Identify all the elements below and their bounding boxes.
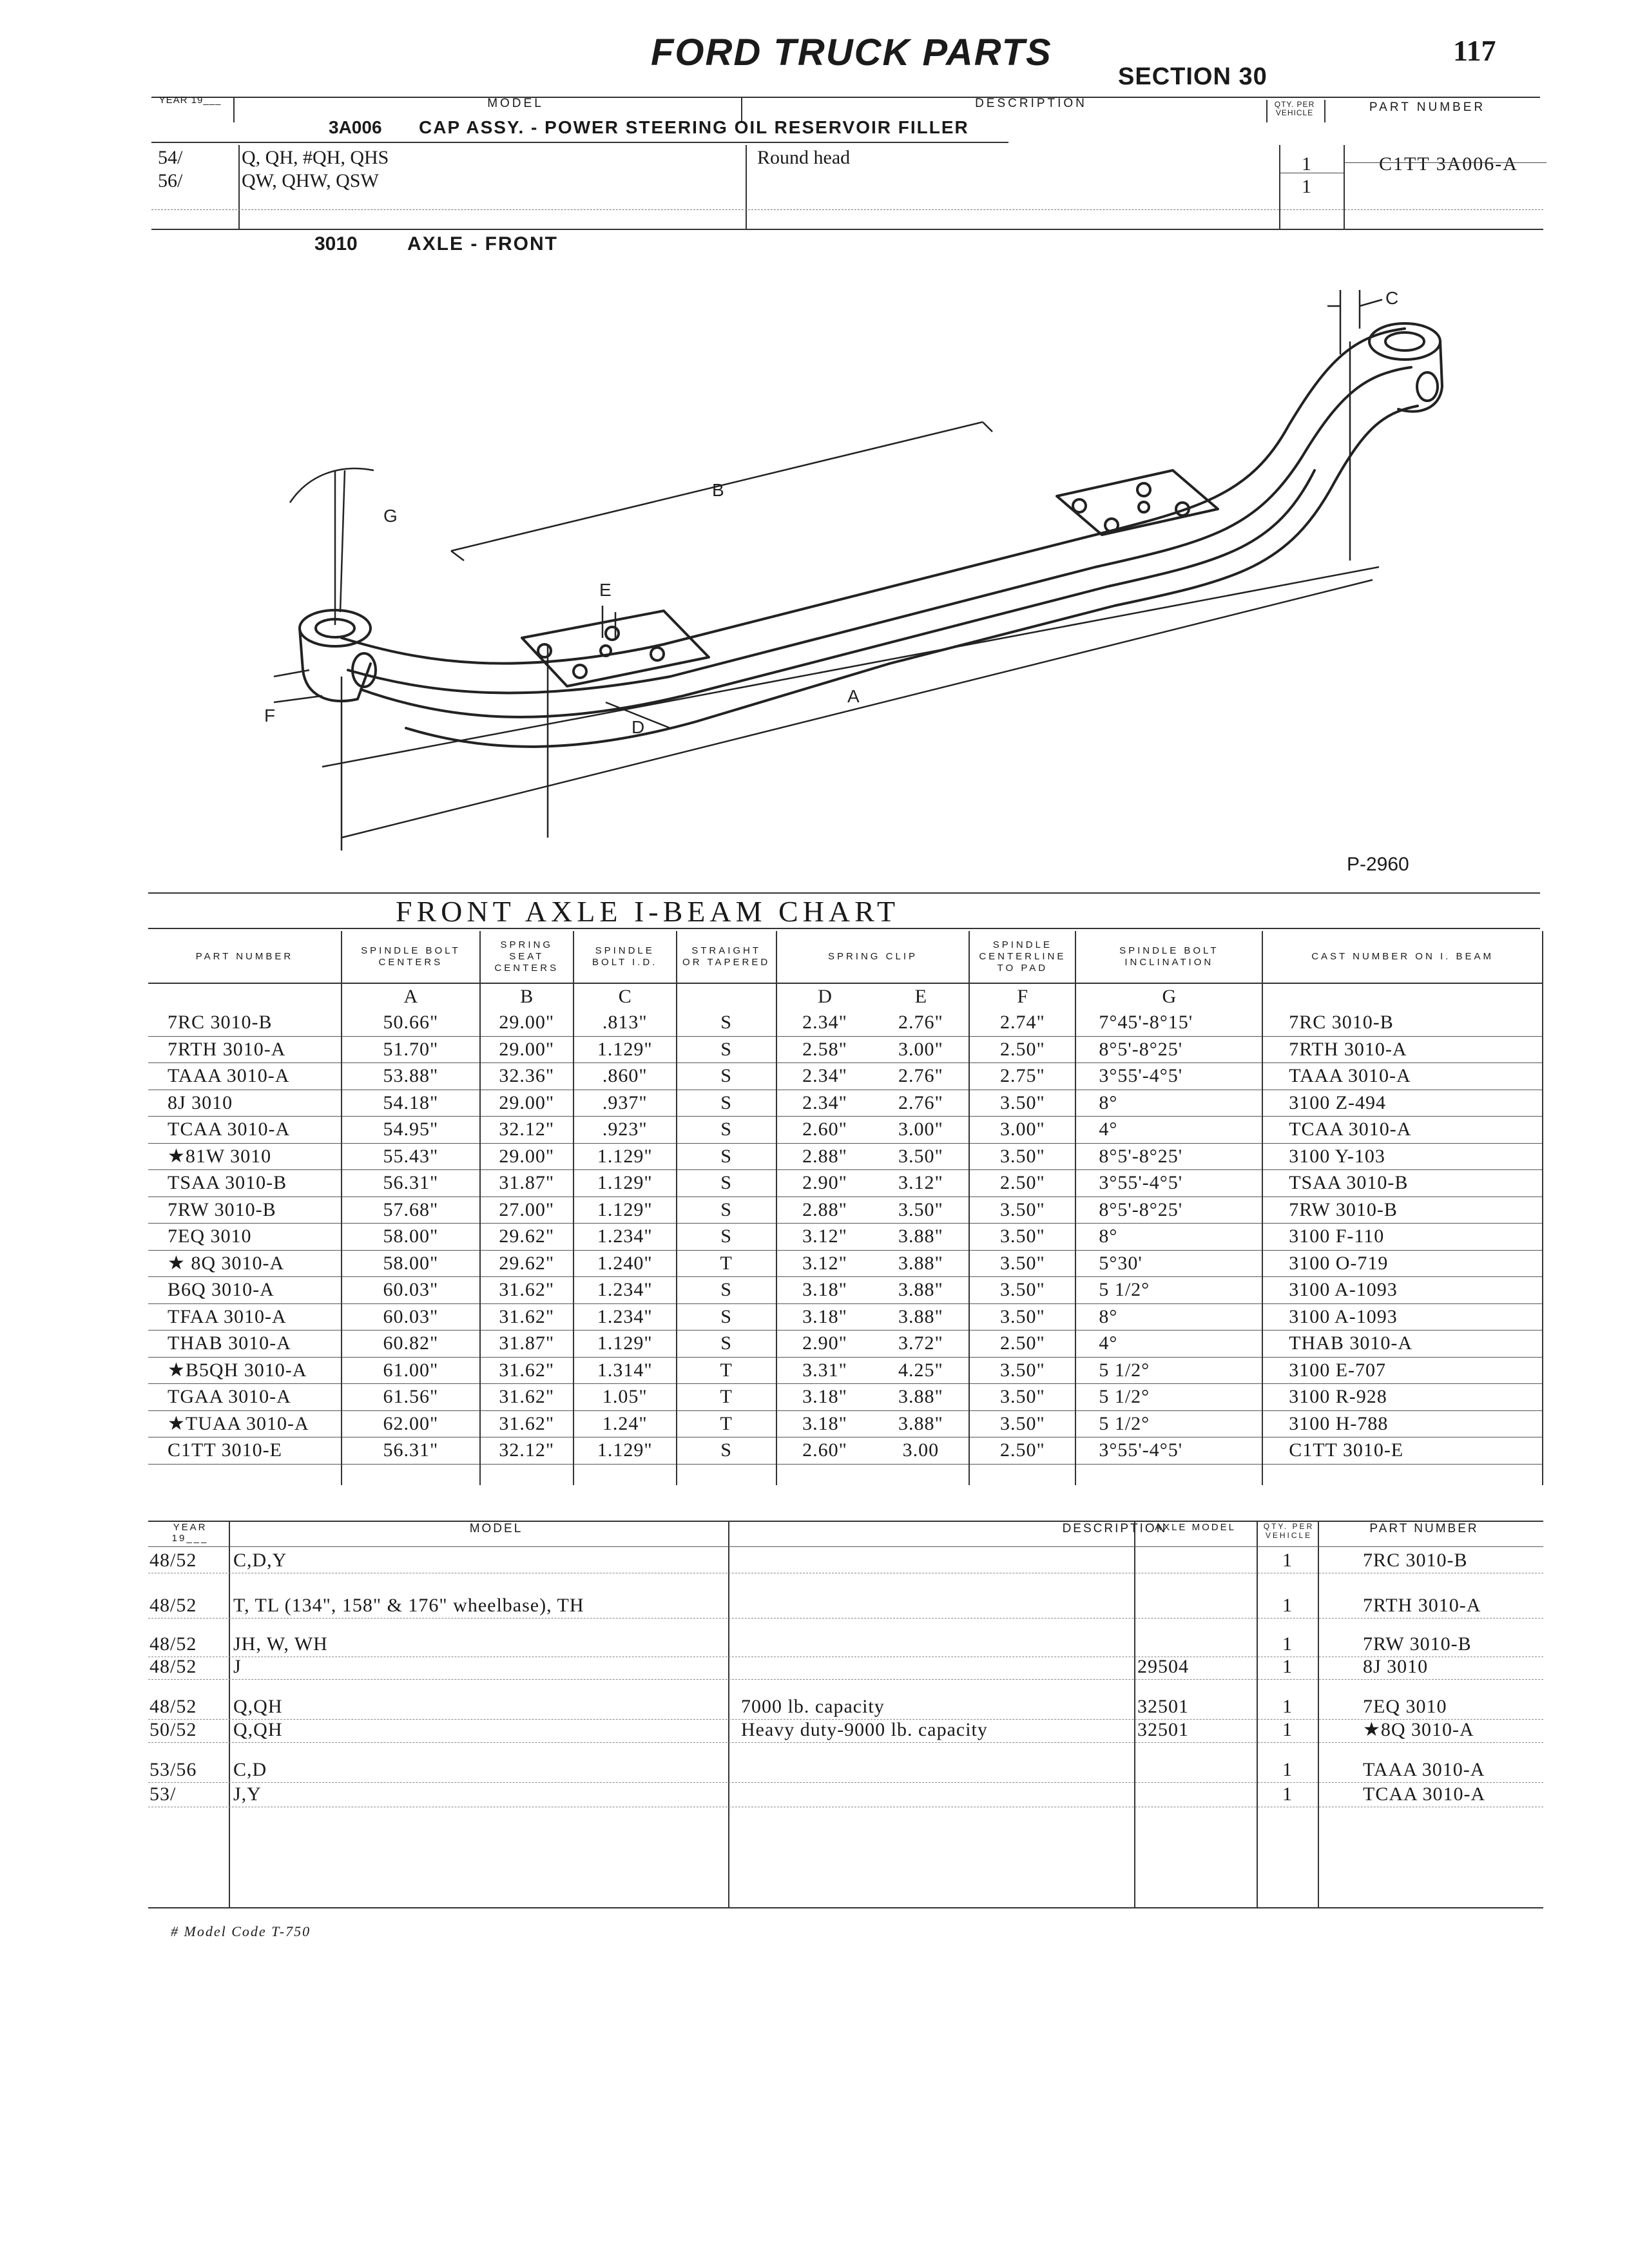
chart-cell: 3.12" xyxy=(776,1250,873,1277)
chart-cell: 7RC 3010-B xyxy=(1262,1010,1543,1036)
chart-header-8: CAST NUMBER ON I. BEAM xyxy=(1262,931,1543,983)
bottom-row-6-year: 50/52 xyxy=(149,1719,197,1740)
chart-cell: TFAA 3010-A xyxy=(148,1303,342,1331)
chart-cell: S xyxy=(677,1303,776,1331)
chart-cell: S xyxy=(677,1143,776,1170)
bottom-row-1-part: 7RC 3010-B xyxy=(1363,1550,1468,1571)
chart-cell: 60.03" xyxy=(342,1277,480,1304)
chart-cell: 2.50" xyxy=(969,1170,1075,1197)
chart-cell: .813" xyxy=(574,1010,677,1036)
chart-cell: 1.24" xyxy=(574,1410,677,1437)
page-number: 117 xyxy=(1453,34,1496,67)
section-label: SECTION 30 xyxy=(1118,63,1268,90)
chart-cell: 1.240" xyxy=(574,1250,677,1277)
bottom-row-2-year: 48/52 xyxy=(149,1595,197,1616)
chart-cell: TSAA 3010-B xyxy=(1262,1170,1543,1197)
chart-cell: 29.00" xyxy=(480,1036,574,1063)
chart-cell: 2.74" xyxy=(969,1010,1075,1036)
bottom-row-7-part: TAAA 3010-A xyxy=(1363,1759,1485,1780)
chart-cell: 3.50" xyxy=(969,1277,1075,1304)
chart-letter-E: E xyxy=(872,983,969,1010)
chart-cell: T xyxy=(677,1250,776,1277)
chart-cell: 4° xyxy=(1075,1331,1262,1358)
bottom-row-7-qty: 1 xyxy=(1282,1759,1293,1780)
bottom-col-part-number: PART NUMBER xyxy=(1369,1522,1479,1535)
chart-cell: 3.88" xyxy=(872,1250,969,1277)
chart-row xyxy=(148,1117,1543,1144)
chart-cell: TGAA 3010-A xyxy=(148,1384,342,1411)
group-title: CAP ASSY. - POWER STEERING OIL RESERVOIR FILLER xyxy=(419,117,969,137)
chart-cell: 3100 Z-494 xyxy=(1262,1090,1543,1117)
diagram-label-a: A xyxy=(847,686,860,706)
chart-cell: S xyxy=(677,1224,776,1251)
chart-cell: 3.88" xyxy=(872,1384,969,1411)
chart-row xyxy=(148,1410,1543,1437)
chart-cell: 3.00" xyxy=(872,1036,969,1063)
bottom-row-7-model: C,D xyxy=(233,1759,267,1780)
chart-cell: THAB 3010-A xyxy=(148,1331,342,1358)
chart-row xyxy=(148,1303,1543,1331)
bottom-row-4-part: 8J 3010 xyxy=(1363,1656,1429,1677)
chart-cell: 8° xyxy=(1075,1090,1262,1117)
diagram-label-d: D xyxy=(631,717,645,737)
chart-cell: 3100 F-110 xyxy=(1262,1224,1543,1251)
chart-header-2: SPRING SEAT CENTERS xyxy=(480,931,574,983)
chart-cell: 5 1/2° xyxy=(1075,1384,1262,1411)
chart-cell: 3.50" xyxy=(969,1196,1075,1224)
bottom-row-4-axle: 29504 xyxy=(1137,1656,1189,1677)
chart-cell: 3.50" xyxy=(969,1410,1075,1437)
chart-row xyxy=(148,1010,1543,1036)
chart-cell: 3.12" xyxy=(872,1170,969,1197)
diagram-label-g: G xyxy=(383,506,398,526)
bottom-row-3-model: JH, W, WH xyxy=(233,1633,328,1655)
chart-header-3: SPINDLE BOLT I.D. xyxy=(574,931,677,983)
bottom-col-year: YEAR 19___ xyxy=(171,1522,209,1544)
chart-cell: 31.87" xyxy=(480,1331,574,1358)
chart-letter-B: B xyxy=(480,983,574,1010)
chart-cell: 5°30' xyxy=(1075,1250,1262,1277)
chart-cell: 31.62" xyxy=(480,1357,574,1384)
bottom-row-4-year: 48/52 xyxy=(149,1656,197,1677)
chart-cell: 27.00" xyxy=(480,1196,574,1224)
chart-cell: B6Q 3010-A xyxy=(148,1277,342,1304)
chart-cell: ★81W 3010 xyxy=(148,1143,342,1170)
chart-cell: 57.68" xyxy=(342,1196,480,1224)
chart-cell: 7RW 3010-B xyxy=(1262,1196,1543,1224)
chart-cell: 1.129" xyxy=(574,1143,677,1170)
chart-title: FRONT AXLE I-BEAM CHART xyxy=(395,895,900,928)
chart-cell: 8°5'-8°25' xyxy=(1075,1143,1262,1170)
bottom-row-1-year: 48/52 xyxy=(149,1550,197,1571)
col-description: DESCRIPTION xyxy=(975,97,1087,110)
chart-cell: 3.50" xyxy=(969,1250,1075,1277)
chart-cell: .923" xyxy=(574,1117,677,1144)
page-title: FORD TRUCK PARTS xyxy=(651,32,1052,73)
chart-row xyxy=(148,1437,1543,1465)
chart-cell: S xyxy=(677,1010,776,1036)
chart-cell: 2.50" xyxy=(969,1437,1075,1465)
diagram-label-b: B xyxy=(712,480,724,500)
chart-cell: 3100 H-788 xyxy=(1262,1410,1543,1437)
chart-header-5: SPRING CLIP xyxy=(776,931,970,983)
chart-cell: 1.314" xyxy=(574,1357,677,1384)
chart-header-6: SPINDLE CENTERLINE TO PAD xyxy=(969,931,1075,983)
chart-header-0: PART NUMBER xyxy=(148,931,342,983)
chart-cell: 7RTH 3010-A xyxy=(148,1036,342,1063)
chart-cell: S xyxy=(677,1170,776,1197)
col-qty: QTY. PER VEHICLE xyxy=(1274,100,1315,117)
chart-cell: 2.75" xyxy=(969,1063,1075,1090)
chart-cell: TCAA 3010-A xyxy=(148,1117,342,1144)
bottom-row-6-axle: 32501 xyxy=(1137,1719,1189,1740)
chart-cell: 3100 A-1093 xyxy=(1262,1277,1543,1304)
chart-cell: ★B5QH 3010-A xyxy=(148,1357,342,1384)
chart-cell: TCAA 3010-A xyxy=(1262,1117,1543,1144)
chart-cell: S xyxy=(677,1331,776,1358)
chart-cell: 3.72" xyxy=(872,1331,969,1358)
chart-row xyxy=(148,1036,1543,1063)
top-row-1-qty: 1 xyxy=(1302,153,1311,175)
col-part-number: PART NUMBER xyxy=(1369,101,1486,114)
chart-cell: 31.62" xyxy=(480,1410,574,1437)
bottom-row-2-qty: 1 xyxy=(1282,1595,1293,1616)
chart-cell: 7EQ 3010 xyxy=(148,1224,342,1251)
chart-cell: 1.234" xyxy=(574,1224,677,1251)
bottom-col-qty: QTY. PER VEHICLE xyxy=(1263,1522,1315,1540)
chart-cell: 7RW 3010-B xyxy=(148,1196,342,1224)
chart-cell: T xyxy=(677,1410,776,1437)
chart-cell: 55.43" xyxy=(342,1143,480,1170)
chart-cell: 3.18" xyxy=(776,1303,873,1331)
chart-cell: 2.34" xyxy=(776,1063,873,1090)
chart-cell: 3.00" xyxy=(872,1117,969,1144)
chart-cell: TAAA 3010-A xyxy=(1262,1063,1543,1090)
chart-cell: 2.76" xyxy=(872,1010,969,1036)
chart-cell: 2.50" xyxy=(969,1331,1075,1358)
chart-cell: 3.88" xyxy=(872,1277,969,1304)
chart-cell: C1TT 3010-E xyxy=(148,1437,342,1465)
bottom-row-5-model: Q,QH xyxy=(233,1696,283,1717)
chart-cell: 7°45'-8°15' xyxy=(1075,1010,1262,1036)
chart-cell: 4° xyxy=(1075,1117,1262,1144)
axle-code: 3010 xyxy=(314,233,358,255)
chart-cell: 5 1/2° xyxy=(1075,1410,1262,1437)
bottom-row-1-model: C,D,Y xyxy=(233,1550,287,1571)
chart-cell: 61.00" xyxy=(342,1357,480,1384)
chart-cell: S xyxy=(677,1036,776,1063)
chart-header-4: STRAIGHT OR TAPERED xyxy=(677,931,776,983)
bottom-row-7-year: 53/56 xyxy=(149,1759,197,1780)
diagram-label-f: F xyxy=(264,706,276,726)
chart-cell: 60.03" xyxy=(342,1303,480,1331)
chart-cell: 31.62" xyxy=(480,1384,574,1411)
chart-cell: 2.76" xyxy=(872,1090,969,1117)
chart-cell: 3.50" xyxy=(872,1196,969,1224)
chart-cell: 29.00" xyxy=(480,1010,574,1036)
chart-cell: 3.18" xyxy=(776,1384,873,1411)
chart-cell: 3.50" xyxy=(969,1090,1075,1117)
chart-cell: 3.50" xyxy=(969,1303,1075,1331)
chart-letter-C: C xyxy=(574,983,677,1010)
chart-cell: 1.129" xyxy=(574,1196,677,1224)
chart-cell: ★ 8Q 3010-A xyxy=(148,1250,342,1277)
chart-cell: 8J 3010 xyxy=(148,1090,342,1117)
chart-cell: 8°5'-8°25' xyxy=(1075,1196,1262,1224)
chart-cell: 62.00" xyxy=(342,1410,480,1437)
chart-row xyxy=(148,1224,1543,1251)
chart-cell: 1.129" xyxy=(574,1437,677,1465)
bottom-row-5-description: 7000 lb. capacity xyxy=(741,1696,885,1717)
chart-cell: 60.82" xyxy=(342,1331,480,1358)
chart-cell: 3100 Y-103 xyxy=(1262,1143,1543,1170)
chart-cell: 3.50" xyxy=(969,1224,1075,1251)
chart-cell: 54.95" xyxy=(342,1117,480,1144)
chart-cell: 3100 A-1093 xyxy=(1262,1303,1543,1331)
chart-row xyxy=(148,1250,1543,1277)
application-table xyxy=(148,1521,1543,1933)
chart-row xyxy=(148,1277,1543,1304)
chart-cell: 32.12" xyxy=(480,1437,574,1465)
figure-id: P-2960 xyxy=(1347,854,1409,875)
chart-cell: 3.12" xyxy=(776,1224,873,1251)
bottom-row-5-qty: 1 xyxy=(1282,1696,1293,1717)
chart-cell: 3.50" xyxy=(969,1143,1075,1170)
chart-cell: THAB 3010-A xyxy=(1262,1331,1543,1358)
chart-cell: 29.62" xyxy=(480,1250,574,1277)
bottom-row-1-qty: 1 xyxy=(1282,1550,1293,1571)
chart-letter-D: D xyxy=(818,986,832,1007)
chart-cell: 29.00" xyxy=(480,1143,574,1170)
chart-row xyxy=(148,1331,1543,1358)
chart-cell: 32.36" xyxy=(480,1063,574,1090)
bottom-row-8-model: J,Y xyxy=(233,1783,262,1805)
chart-cell: 7RC 3010-B xyxy=(148,1010,342,1036)
chart-cell: S xyxy=(677,1437,776,1465)
col-model: MODEL xyxy=(487,97,544,110)
chart-cell: 3.88" xyxy=(872,1224,969,1251)
chart-cell: 5 1/2° xyxy=(1075,1277,1262,1304)
chart-letter-G: G xyxy=(1075,983,1262,1010)
chart-cell: 2.58" xyxy=(776,1036,873,1063)
i-beam-chart xyxy=(148,931,1543,1485)
diagram-label-e: E xyxy=(599,580,612,600)
chart-cell: 2.88" xyxy=(776,1143,873,1170)
chart-cell: 8°5'-8°25' xyxy=(1075,1036,1262,1063)
chart-cell: S xyxy=(677,1117,776,1144)
chart-cell: 2.34" xyxy=(776,1090,873,1117)
chart-cell: 31.62" xyxy=(480,1303,574,1331)
chart-row xyxy=(148,1170,1543,1197)
chart-cell: 61.56" xyxy=(342,1384,480,1411)
bottom-row-5-year: 48/52 xyxy=(149,1696,197,1717)
chart-cell: 1.129" xyxy=(574,1170,677,1197)
bottom-row-8-year: 53/ xyxy=(149,1783,177,1805)
chart-cell: .937" xyxy=(574,1090,677,1117)
bottom-row-6-model: Q,QH xyxy=(233,1719,283,1740)
chart-cell: 3.50" xyxy=(969,1384,1075,1411)
chart-cell: 2.90" xyxy=(776,1170,873,1197)
chart-cell: 3.31" xyxy=(776,1357,873,1384)
chart-row xyxy=(148,1196,1543,1224)
chart-cell: 1.234" xyxy=(574,1303,677,1331)
chart-cell: 4.25" xyxy=(872,1357,969,1384)
bottom-row-2-model: T, TL (134", 158" & 176" wheelbase), TH xyxy=(233,1595,584,1616)
chart-cell: 56.31" xyxy=(342,1437,480,1465)
chart-cell: 3.88" xyxy=(872,1303,969,1331)
footnote: # Model Code T-750 xyxy=(171,1923,311,1939)
front-axle-diagram xyxy=(245,277,1469,896)
chart-cell: 3.88" xyxy=(872,1410,969,1437)
chart-cell: 3.00 xyxy=(872,1437,969,1465)
chart-row xyxy=(148,1143,1543,1170)
chart-cell: 5 1/2° xyxy=(1075,1357,1262,1384)
chart-cell: 1.234" xyxy=(574,1277,677,1304)
chart-cell: 58.00" xyxy=(342,1250,480,1277)
chart-cell: 2.76" xyxy=(872,1063,969,1090)
chart-cell: 2.88" xyxy=(776,1196,873,1224)
chart-cell: 1.129" xyxy=(574,1331,677,1358)
chart-cell: 32.12" xyxy=(480,1117,574,1144)
chart-cell: 8° xyxy=(1075,1224,1262,1251)
top-row-1-model: Q, QH, #QH, QHS xyxy=(242,147,389,168)
bottom-row-4-qty: 1 xyxy=(1282,1656,1293,1677)
chart-cell: 31.62" xyxy=(480,1277,574,1304)
chart-letter-F: F xyxy=(969,983,1075,1010)
top-row-1-year: 54/ xyxy=(158,147,183,168)
col-year: YEAR 19___ xyxy=(159,95,222,106)
chart-cell: 3.00" xyxy=(969,1117,1075,1144)
bottom-row-8-qty: 1 xyxy=(1282,1783,1293,1805)
bottom-col-description: DESCRIPTION xyxy=(1062,1522,1168,1535)
chart-cell: 31.87" xyxy=(480,1170,574,1197)
chart-cell: T xyxy=(677,1357,776,1384)
chart-cell: T xyxy=(677,1384,776,1411)
chart-cell: 3100 R-928 xyxy=(1262,1384,1543,1411)
bottom-col-model: MODEL xyxy=(469,1522,523,1535)
bottom-row-5-axle: 32501 xyxy=(1137,1696,1189,1717)
bottom-row-5-part: 7EQ 3010 xyxy=(1363,1696,1447,1717)
chart-cell: 3.50" xyxy=(872,1143,969,1170)
bottom-row-6-qty: 1 xyxy=(1282,1719,1293,1740)
chart-cell: 2.60" xyxy=(776,1437,873,1465)
chart-row xyxy=(148,1063,1543,1090)
chart-cell: 7RTH 3010-A xyxy=(1262,1036,1543,1063)
chart-cell: 29.00" xyxy=(480,1090,574,1117)
chart-header-1: SPINDLE BOLT CENTERS xyxy=(342,931,480,983)
chart-cell: .860" xyxy=(574,1063,677,1090)
chart-cell: 2.60" xyxy=(776,1117,873,1144)
chart-row xyxy=(148,1357,1543,1384)
bottom-row-4-model: J xyxy=(233,1656,242,1677)
top-row-2-qty: 1 xyxy=(1302,176,1311,197)
top-row-1-part: C1TT 3A006-A xyxy=(1379,153,1518,175)
bottom-row-3-qty: 1 xyxy=(1282,1633,1293,1655)
diagram-label-c: C xyxy=(1385,288,1399,308)
chart-letter-A: A xyxy=(342,983,480,1010)
chart-cell: 50.66" xyxy=(342,1010,480,1036)
chart-cell: 1.05" xyxy=(574,1384,677,1411)
chart-cell: ★TUAA 3010-A xyxy=(148,1410,342,1437)
chart-cell: S xyxy=(677,1090,776,1117)
chart-cell: 2.34" xyxy=(776,1010,873,1036)
chart-cell: 2.90" xyxy=(776,1331,873,1358)
chart-cell: 8° xyxy=(1075,1303,1262,1331)
bottom-row-8-part: TCAA 3010-A xyxy=(1363,1783,1486,1805)
bottom-row-6-description: Heavy duty-9000 lb. capacity xyxy=(741,1719,988,1740)
chart-cell: S xyxy=(677,1196,776,1224)
bottom-row-3-year: 48/52 xyxy=(149,1633,197,1655)
chart-cell: S xyxy=(677,1063,776,1090)
chart-cell: 3.18" xyxy=(776,1277,873,1304)
chart-cell: 51.70" xyxy=(342,1036,480,1063)
chart-cell: 1.129" xyxy=(574,1036,677,1063)
chart-cell: S xyxy=(677,1277,776,1304)
chart-cell: C1TT 3010-E xyxy=(1262,1437,1543,1465)
axle-title: AXLE - FRONT xyxy=(407,233,558,255)
chart-cell: 3°55'-4°5' xyxy=(1075,1437,1262,1465)
chart-row xyxy=(148,1384,1543,1411)
chart-cell: 3.50" xyxy=(969,1357,1075,1384)
chart-cell: TAAA 3010-A xyxy=(148,1063,342,1090)
chart-cell: 54.18" xyxy=(342,1090,480,1117)
top-row-2-model: QW, QHW, QSW xyxy=(242,170,379,191)
chart-cell: 3100 O-719 xyxy=(1262,1250,1543,1277)
chart-cell: TSAA 3010-B xyxy=(148,1170,342,1197)
bottom-row-3-part: 7RW 3010-B xyxy=(1363,1633,1472,1655)
chart-cell: 3°55'-4°5' xyxy=(1075,1170,1262,1197)
group-code: 3A006 xyxy=(329,117,382,137)
chart-row xyxy=(148,1090,1543,1117)
chart-cell: 3.18" xyxy=(776,1410,873,1437)
chart-cell: 3°55'-4°5' xyxy=(1075,1063,1262,1090)
top-row-1-description: Round head xyxy=(757,147,851,168)
chart-cell: 53.88" xyxy=(342,1063,480,1090)
chart-cell: 3100 E-707 xyxy=(1262,1357,1543,1384)
chart-cell: 29.62" xyxy=(480,1224,574,1251)
chart-header-7: SPINDLE BOLT INCLINATION xyxy=(1075,931,1262,983)
bottom-row-2-part: 7RTH 3010-A xyxy=(1363,1595,1481,1616)
chart-cell: 2.50" xyxy=(969,1036,1075,1063)
bottom-col-axle-model: AXLE MODEL xyxy=(1155,1522,1236,1533)
chart-cell: 56.31" xyxy=(342,1170,480,1197)
chart-cell: 58.00" xyxy=(342,1224,480,1251)
bottom-row-6-part: ★8Q 3010-A xyxy=(1363,1719,1474,1740)
top-row-2-year: 56/ xyxy=(158,170,183,191)
